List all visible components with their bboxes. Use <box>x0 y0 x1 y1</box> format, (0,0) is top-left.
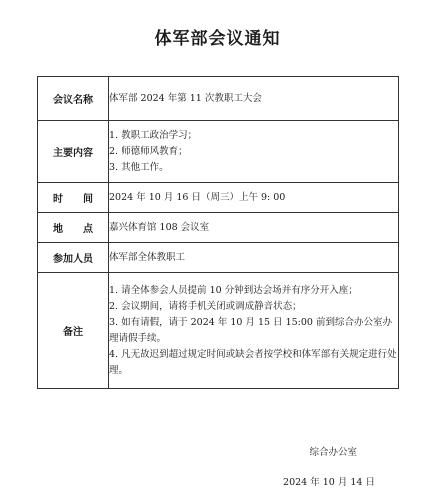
row-value <box>109 213 399 243</box>
remark-item: 4. 凡无故迟到超过规定时间或缺会者按学校和体军部有关规定进行处理。 <box>109 348 397 376</box>
attendees-text: 体军部全体教职工 <box>109 251 186 263</box>
row-value <box>109 121 399 183</box>
table-row-location <box>38 213 399 243</box>
content-item: 1. 教职工政治学习； <box>109 129 198 141</box>
meeting-notice-table <box>37 76 399 389</box>
issue-date: 2024 年 10 月 14 日 <box>283 477 375 488</box>
row-label: 时 间 <box>38 183 109 213</box>
table-row-main-content <box>38 121 399 183</box>
meeting-time-text: 2024 年 10 月 16 日（周三）上午 9: 00 <box>109 191 286 203</box>
remark-item: 2. 会议期间，请将手机关闭或调成静音状态； <box>109 300 302 312</box>
remark-item: 1. 请全体参会人员提前 10 分钟到达会场并有序分开入座； <box>109 284 358 296</box>
table-row-time <box>38 183 399 213</box>
content-item: 2. 师德师风教育； <box>109 145 188 157</box>
content-item: 3. 其他工作。 <box>109 161 169 173</box>
table-row-attendees <box>38 243 399 273</box>
table-row-meeting-name <box>38 77 399 121</box>
row-value <box>109 183 399 213</box>
document-title: 体军部会议通知 <box>154 29 281 49</box>
table-row-remarks <box>38 273 399 389</box>
row-label: 参加人员 <box>38 243 109 273</box>
row-label: 会议名称 <box>38 77 109 121</box>
meeting-location-text: 嘉兴体育馆 108 会议室 <box>109 221 210 233</box>
row-value <box>109 243 399 273</box>
remark-item: 3. 如有请假，请于 2024 年 10 月 15 日 15:00 前到综合办公室办理请假手续。 <box>109 316 392 344</box>
row-label: 主要内容 <box>38 121 109 183</box>
row-label: 备注 <box>38 273 109 389</box>
row-label: 地 点 <box>38 213 109 243</box>
issuing-office: 综合办公室 <box>309 447 357 458</box>
row-value <box>109 273 399 389</box>
meeting-name-text: 体军部 2024 年第 11 次教职工大会 <box>109 92 262 104</box>
row-value <box>109 77 399 121</box>
